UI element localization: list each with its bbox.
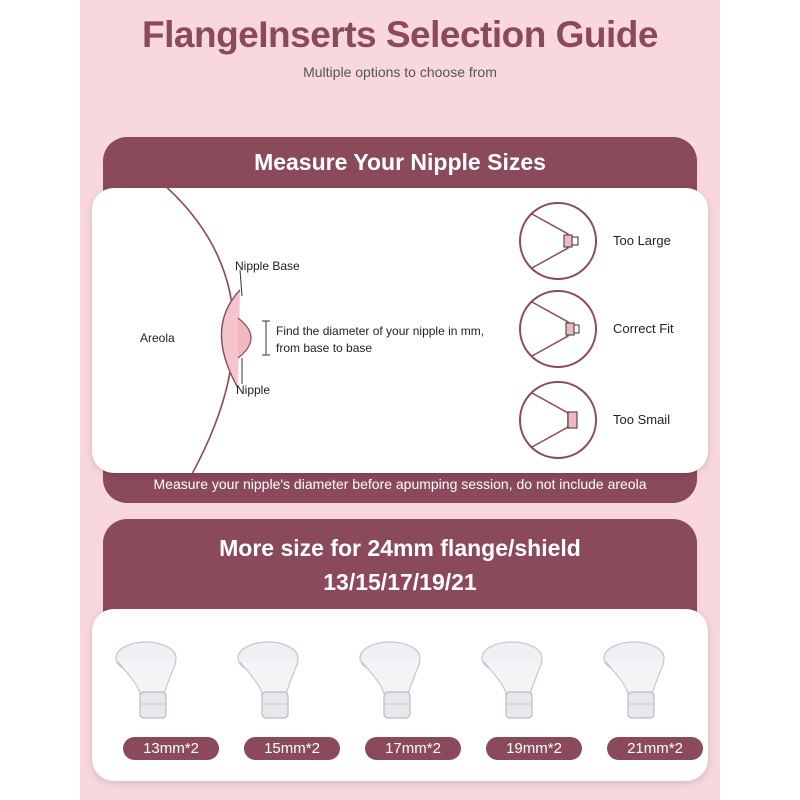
measure-card [92, 188, 708, 473]
guide-canvas [80, 0, 720, 800]
page-title: FlangeInserts Selection Guide [142, 14, 658, 55]
too-small-icon [520, 382, 596, 458]
size-badge-13mm: 13mm*2 [123, 737, 219, 760]
nipple-base-label: Nipple Base [235, 259, 300, 273]
flange-insert-image [598, 632, 678, 728]
flange-insert-image [232, 632, 312, 728]
sizes-heading-line-1: More size for 24mm flange/shield [219, 535, 581, 561]
fit-label-too-small: Too Smail [613, 412, 671, 427]
size-badge-15mm: 15mm*2 [244, 737, 340, 760]
measure-heading: Measure Your Nipple Sizes [254, 149, 546, 175]
fit-label-correct: Correct Fit [613, 321, 674, 336]
instruction-line-2: from base to base [276, 341, 373, 355]
size-badge-21mm: 21mm*2 [607, 737, 703, 760]
flange-insert-image [476, 632, 556, 728]
fit-label-too-large: Too Large [613, 233, 671, 248]
areola-label: Areola [140, 331, 175, 345]
flange-insert-image [110, 632, 190, 728]
size-badge-17mm: 17mm*2 [365, 737, 461, 760]
measure-note: Measure your nipple's diameter before apumping session, do not include areola [153, 476, 647, 492]
nipple-label: Nipple [236, 383, 271, 397]
instruction-line-1: Find the diameter of your nipple in mm, [276, 324, 485, 338]
correct-fit-icon [520, 291, 596, 367]
flange-insert-image [354, 632, 434, 728]
page-subtitle: Multiple options to choose from [303, 64, 497, 80]
too-large-icon [520, 203, 596, 279]
size-badge-19mm: 19mm*2 [486, 737, 582, 760]
sizes-heading-line-2: 13/15/17/19/21 [323, 569, 477, 595]
